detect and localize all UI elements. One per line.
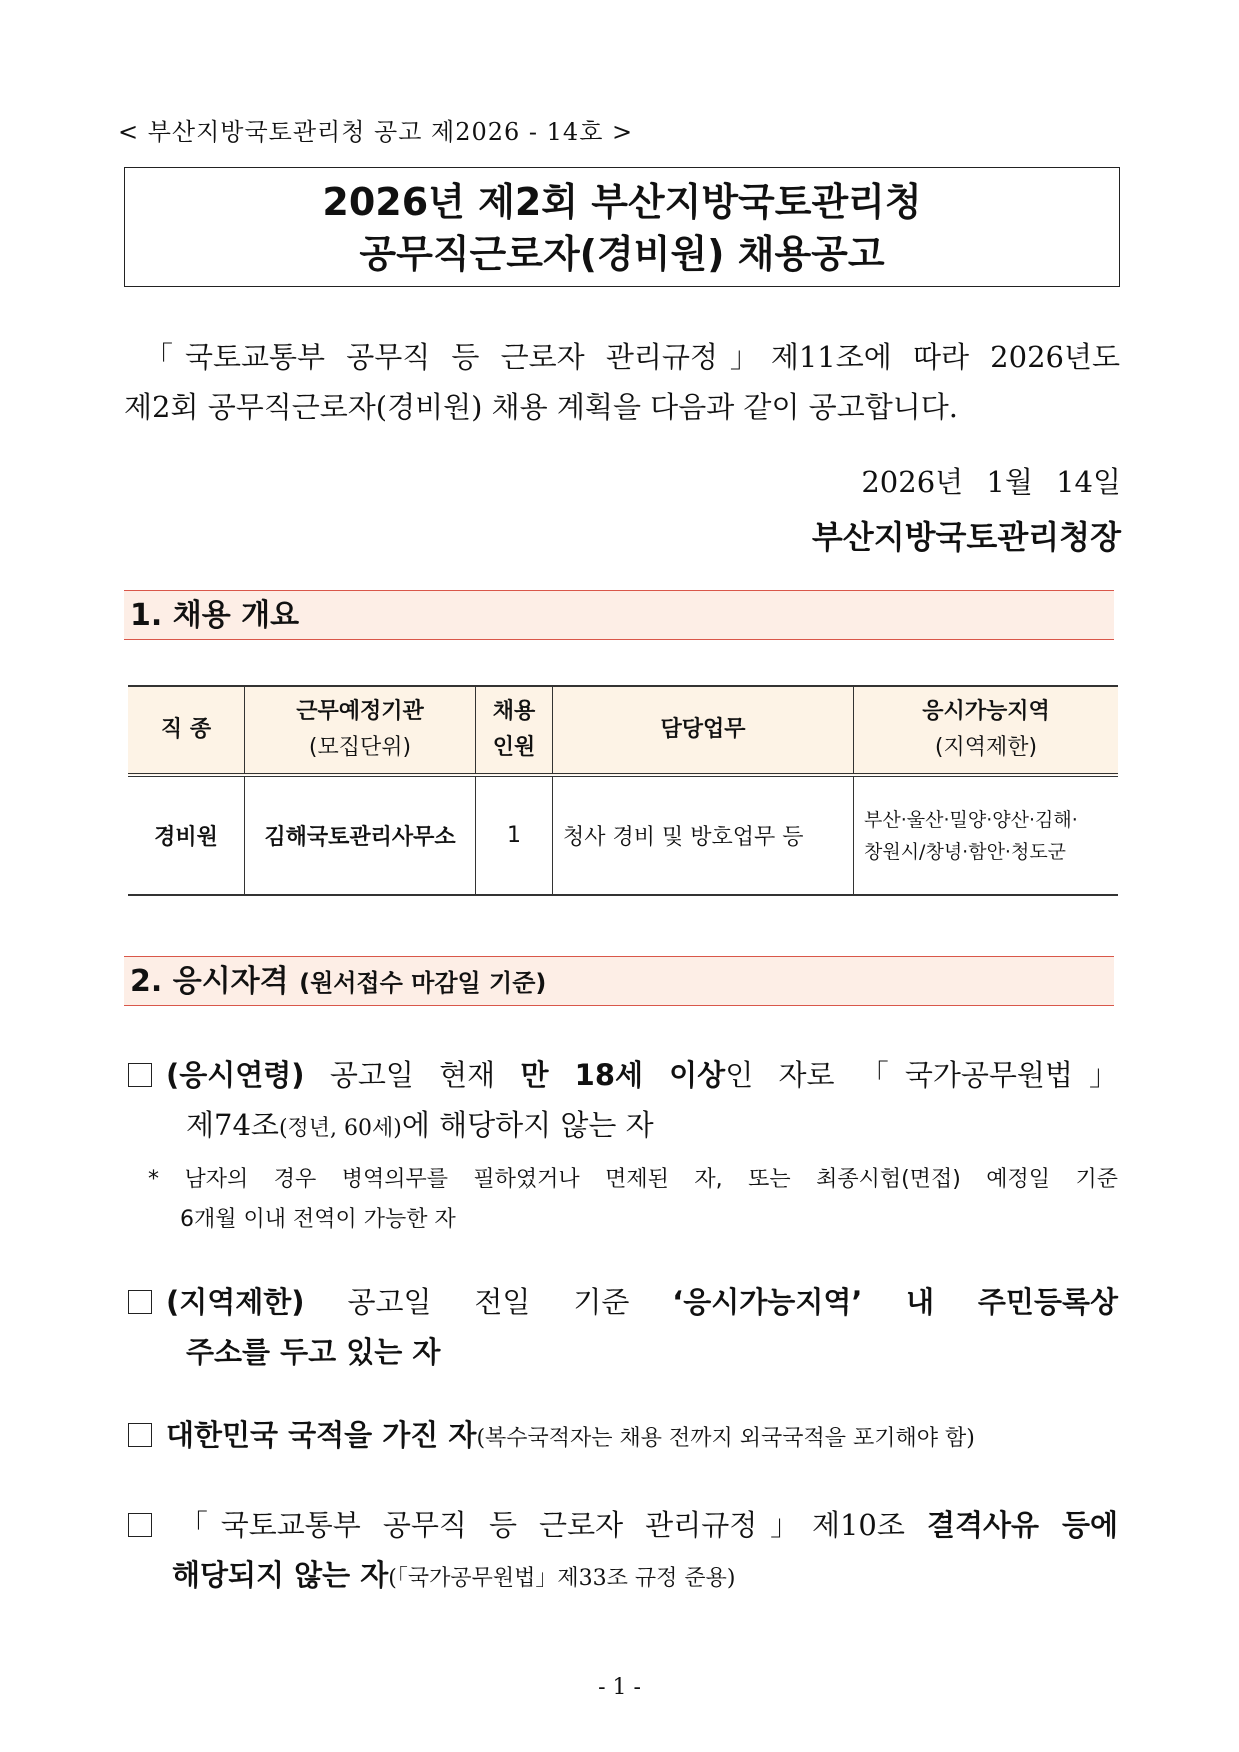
section-2-header (124, 956, 1114, 1006)
intro-paragraph (124, 332, 1120, 432)
item-age: (응시연령) 공고일 현재 만 18세 이상인 자로 「국가공무원법」 제74조(정년, 60세)에 해당하지 않는 자 (128, 1050, 1118, 1154)
intro-line-1: 「국토교통부 공무직 등 근로자 관리규정」제11조에 따라 2026년도 (144, 340, 1120, 374)
checkbox-icon (128, 1063, 152, 1087)
intro-line-2: 제2회 공무직근로자(경비원) 채용 계획을 다음과 같이 공고합니다. (124, 390, 958, 424)
cell-agency: 김해국토관리사무소 (245, 775, 476, 895)
checkbox-icon (128, 1290, 152, 1314)
col-count: 채용 인원 (476, 686, 553, 775)
col-duty: 담당업무 (553, 686, 854, 775)
cell-job: 경비원 (128, 775, 245, 895)
table-row (128, 775, 1118, 895)
cell-region: 부산·울산·밀양·양산·김해· 창원시/창녕·함안·청도군 (854, 775, 1119, 895)
cell-duty: 청사 경비 및 방호업무 등 (553, 775, 854, 895)
section-2-title: 2. 응시자격 (130, 964, 289, 999)
cell-count: 1 (476, 775, 553, 895)
col-job: 직 종 (128, 686, 245, 775)
item-region: (지역제한) 공고일 전일 기준 ‘응시가능지역’ 내 주민등록상 주소를 두고 있는 자 (128, 1277, 1118, 1377)
item-disqualification: 「국토교통부 공무직 등 근로자 관리규정」제10조 결격사유 등에 해당되지 않는 자(「국가공무원법」제33조 규정 준용) (128, 1500, 1118, 1604)
table-header-row (128, 686, 1118, 775)
section-1-header (124, 590, 1114, 640)
page-number: - 1 - (598, 1675, 641, 1700)
title-line-2: 공무직근로자(경비원) 채용공고 (359, 232, 885, 276)
notice-date: 2026년 1월 14일 (861, 465, 1121, 499)
section-1-title: 1. 채용 개요 (130, 598, 300, 633)
title-box (124, 167, 1120, 287)
col-agency: 근무예정기관 (모집단위) (245, 686, 476, 775)
recruitment-table (128, 685, 1118, 896)
issuer: 부산지방국토관리청장 (811, 518, 1121, 556)
section-2-subtitle: (원서접수 마감일 기준) (299, 969, 547, 997)
notice-reference: < 부산지방국토관리청 공고 제2026 - 14호 > (118, 118, 634, 146)
item-nationality: 대한민국 국적을 가진 자(복수국적자는 채용 전까지 외국국적을 포기해야 함) (128, 1410, 1118, 1464)
checkbox-icon (128, 1513, 152, 1537)
military-note: * 남자의 경우 병역의무를 필하였거나 면제된 자, 또는 최종시험(면접) 예정일 기준 6개월 이내 전역이 가능한 자 (148, 1167, 1118, 1232)
title-line-1: 2026년 제2회 부산지방국토관리청 (322, 180, 922, 224)
checkbox-icon (128, 1423, 152, 1447)
col-region: 응시가능지역 (지역제한) (854, 686, 1119, 775)
